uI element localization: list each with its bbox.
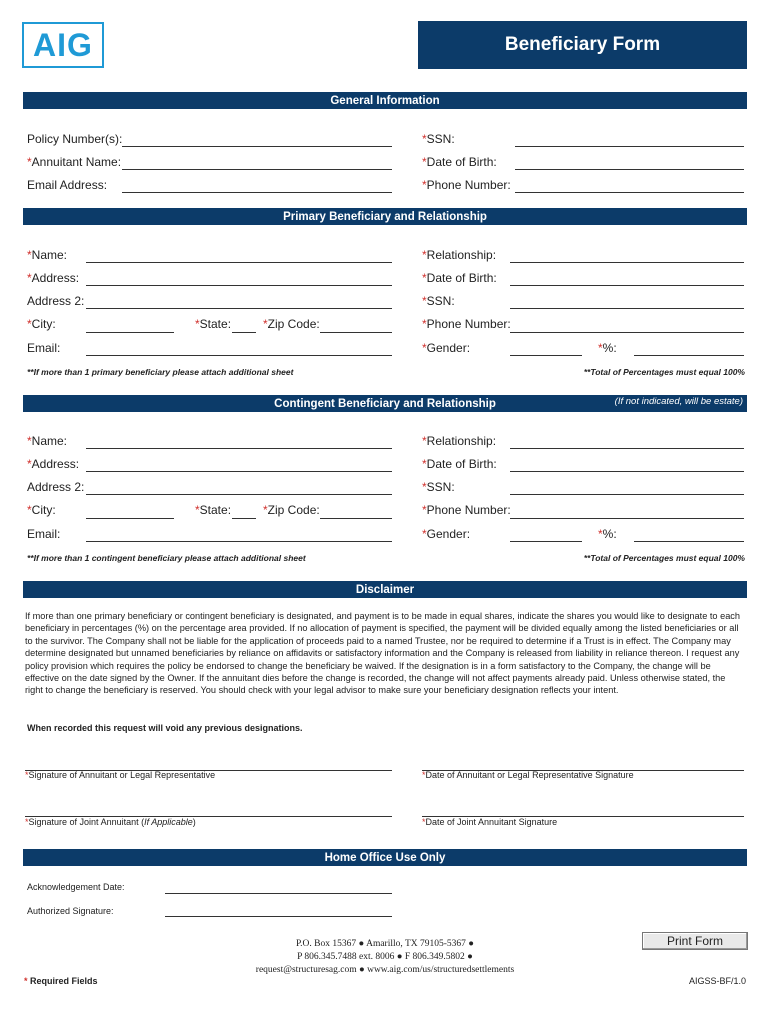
disclaimer-header: Disclaimer [23, 581, 747, 598]
contingent-name-field[interactable] [86, 448, 392, 449]
joint-annuitant-date-label: *Date of Joint Annuitant Signature [422, 817, 558, 827]
primary-state-label: *State: [195, 317, 232, 331]
contingent-phone-field[interactable] [510, 518, 744, 519]
phone-number-field[interactable] [515, 192, 744, 193]
disclaimer-text: If more than one primary beneficiary or contingent beneficiary is designated, and payment is to be made in equal shares, indicate the shares you would like to designate to each beneficiary in percentages (%) on the percentage area provided. If no allocation of payment is specified, the payment will be divided equally among the listed beneficiaries or all to the survivor. The Company shall not be liable for the application of proceeds paid to a named Trustee, nor be required to determine if a Trust is in effect. The Company may determine designated but unnamed beneficiaries by reliance on affidavits or satisfactory information and the Company is released from liability in reliance thereon. I request any policy provision which requires the policy be endorsed to change the beneficiary be waived. If the designation is in a form satisfactory to the Company, the change will be effective on the date signed by the Owner. If the annuitant dies before the change is recorded, the change will not affect payments already paid. Unless otherwise stated, the right to change the beneficiary is reserved. You should check with your legal advisor to make sure your beneficiary designation reflects your intent. [25, 611, 741, 696]
contingent-gender-field[interactable] [510, 541, 582, 542]
contingent-gender-label: *Gender: [422, 527, 471, 541]
contingent-state-field[interactable] [232, 518, 256, 519]
policy-number-label: Policy Number(s): [27, 132, 123, 146]
primary-ssn-field[interactable] [510, 308, 744, 309]
annuitant-name-label: *Annuitant Name: [27, 155, 122, 169]
phone-fax-line: P 806.345.7488 ext. 8006 ● F 806.349.5802 ● [297, 952, 473, 962]
contingent-email-label: Email: [27, 527, 61, 541]
contingent-state-label: *State: [195, 503, 232, 517]
annuitant-signature-label: *Signature of Annuitant or Legal Representative [25, 770, 216, 780]
acknowledgement-date-label: Acknowledgement Date: [27, 882, 125, 892]
authorized-signature-label: Authorized Signature: [27, 906, 114, 916]
annuitant-name-field[interactable] [122, 169, 392, 170]
primary-city-field[interactable] [86, 332, 174, 333]
primary-additional-sheet-note: **If more than 1 primary beneficiary please attach additional sheet [27, 367, 294, 377]
primary-beneficiary-header: Primary Beneficiary and Relationship [23, 208, 747, 225]
primary-address-label: *Address: [27, 271, 80, 285]
contingent-name-label: *Name: [27, 434, 68, 448]
contingent-phone-label: *Phone Number: [422, 503, 511, 517]
date-of-birth-field[interactable] [515, 169, 744, 170]
home-office-header: Home Office Use Only [23, 849, 747, 866]
contingent-email-field[interactable] [86, 541, 392, 542]
primary-phone-field[interactable] [510, 332, 744, 333]
annuitant-signature-date-label: *Date of Annuitant or Legal Representative Signature [422, 770, 634, 780]
contingent-zip-field[interactable] [320, 518, 392, 519]
primary-name-label: *Name: [27, 248, 68, 262]
contingent-city-label: *City: [27, 503, 56, 517]
company-address-block [220, 938, 550, 977]
general-info-header: General Information [23, 92, 747, 109]
contingent-dob-field[interactable] [510, 471, 744, 472]
contingent-percent-field[interactable] [634, 541, 744, 542]
primary-address-field[interactable] [86, 285, 392, 286]
ssn-label: *SSN: [422, 132, 455, 146]
primary-address2-field[interactable] [86, 308, 392, 309]
contingent-percent-total-note: **Total of Percentages must equal 100% [583, 553, 745, 563]
required-fields-legend: * Required Fields [24, 976, 98, 986]
date-of-birth-label: *Date of Birth: [422, 155, 497, 169]
contingent-address-field[interactable] [86, 471, 392, 472]
primary-dob-field[interactable] [510, 285, 744, 286]
ssn-field[interactable] [515, 146, 744, 147]
primary-zip-field[interactable] [320, 332, 392, 333]
contingent-address-label: *Address: [27, 457, 80, 471]
contingent-address2-field[interactable] [86, 494, 392, 495]
email-web-line: request@structuresag.com ● www.aig.com/us/structuredsettlements [255, 965, 515, 975]
void-notice: When recorded this request will void any previous designations. [27, 723, 303, 733]
primary-zip-label: *Zip Code: [263, 317, 320, 331]
contingent-relationship-label: *Relationship: [422, 434, 497, 448]
primary-relationship-field[interactable] [510, 262, 744, 263]
authorized-signature-field[interactable] [165, 916, 392, 917]
contingent-beneficiary-header: Contingent Beneficiary and Relationship (If not indicated, will be estate) [23, 395, 747, 412]
contingent-city-field[interactable] [86, 518, 174, 519]
primary-ssn-label: *SSN: [422, 294, 455, 308]
primary-phone-label: *Phone Number: [422, 317, 511, 331]
primary-email-field[interactable] [86, 355, 392, 356]
policy-number-field[interactable] [122, 146, 392, 147]
primary-city-label: *City: [27, 317, 56, 331]
aig-logo: AIG [22, 22, 104, 68]
primary-percent-total-note: **Total of Percentages must equal 100% [583, 367, 745, 377]
acknowledgement-date-field[interactable] [165, 893, 392, 894]
phone-number-label: *Phone Number: [422, 178, 511, 192]
primary-gender-field[interactable] [510, 355, 582, 356]
primary-percent-label: *%: [598, 341, 617, 355]
primary-email-label: Email: [27, 341, 61, 355]
contingent-ssn-label: *SSN: [422, 480, 455, 494]
contingent-zip-label: *Zip Code: [263, 503, 320, 517]
contingent-percent-label: *%: [598, 527, 617, 541]
primary-gender-label: *Gender: [422, 341, 471, 355]
print-form-button[interactable]: Print Form [642, 932, 748, 950]
contingent-ssn-field[interactable] [510, 494, 744, 495]
contingent-relationship-field[interactable] [510, 448, 744, 449]
email-address-label: Email Address: [27, 178, 108, 192]
primary-address2-label: Address 2: [27, 294, 85, 308]
email-address-field[interactable] [122, 192, 392, 193]
primary-state-field[interactable] [232, 332, 256, 333]
contingent-dob-label: *Date of Birth: [422, 457, 497, 471]
primary-percent-field[interactable] [634, 355, 744, 356]
form-title: Beneficiary Form [418, 21, 747, 69]
joint-annuitant-signature-label: *Signature of Joint Annuitant (If Applicable) [25, 817, 196, 827]
primary-relationship-label: *Relationship: [422, 248, 497, 262]
contingent-address2-label: Address 2: [27, 480, 85, 494]
primary-dob-label: *Date of Birth: [422, 271, 497, 285]
contingent-additional-sheet-note: **If more than 1 contingent beneficiary please attach additional sheet [27, 553, 306, 563]
address-line: P.O. Box 15367 ● Amarillo, TX 79105-5367 ● [295, 939, 475, 949]
form-code: AIGSS-BF/1.0 [688, 976, 746, 986]
primary-name-field[interactable] [86, 262, 392, 263]
estate-note: (If not indicated, will be estate) [614, 396, 743, 407]
